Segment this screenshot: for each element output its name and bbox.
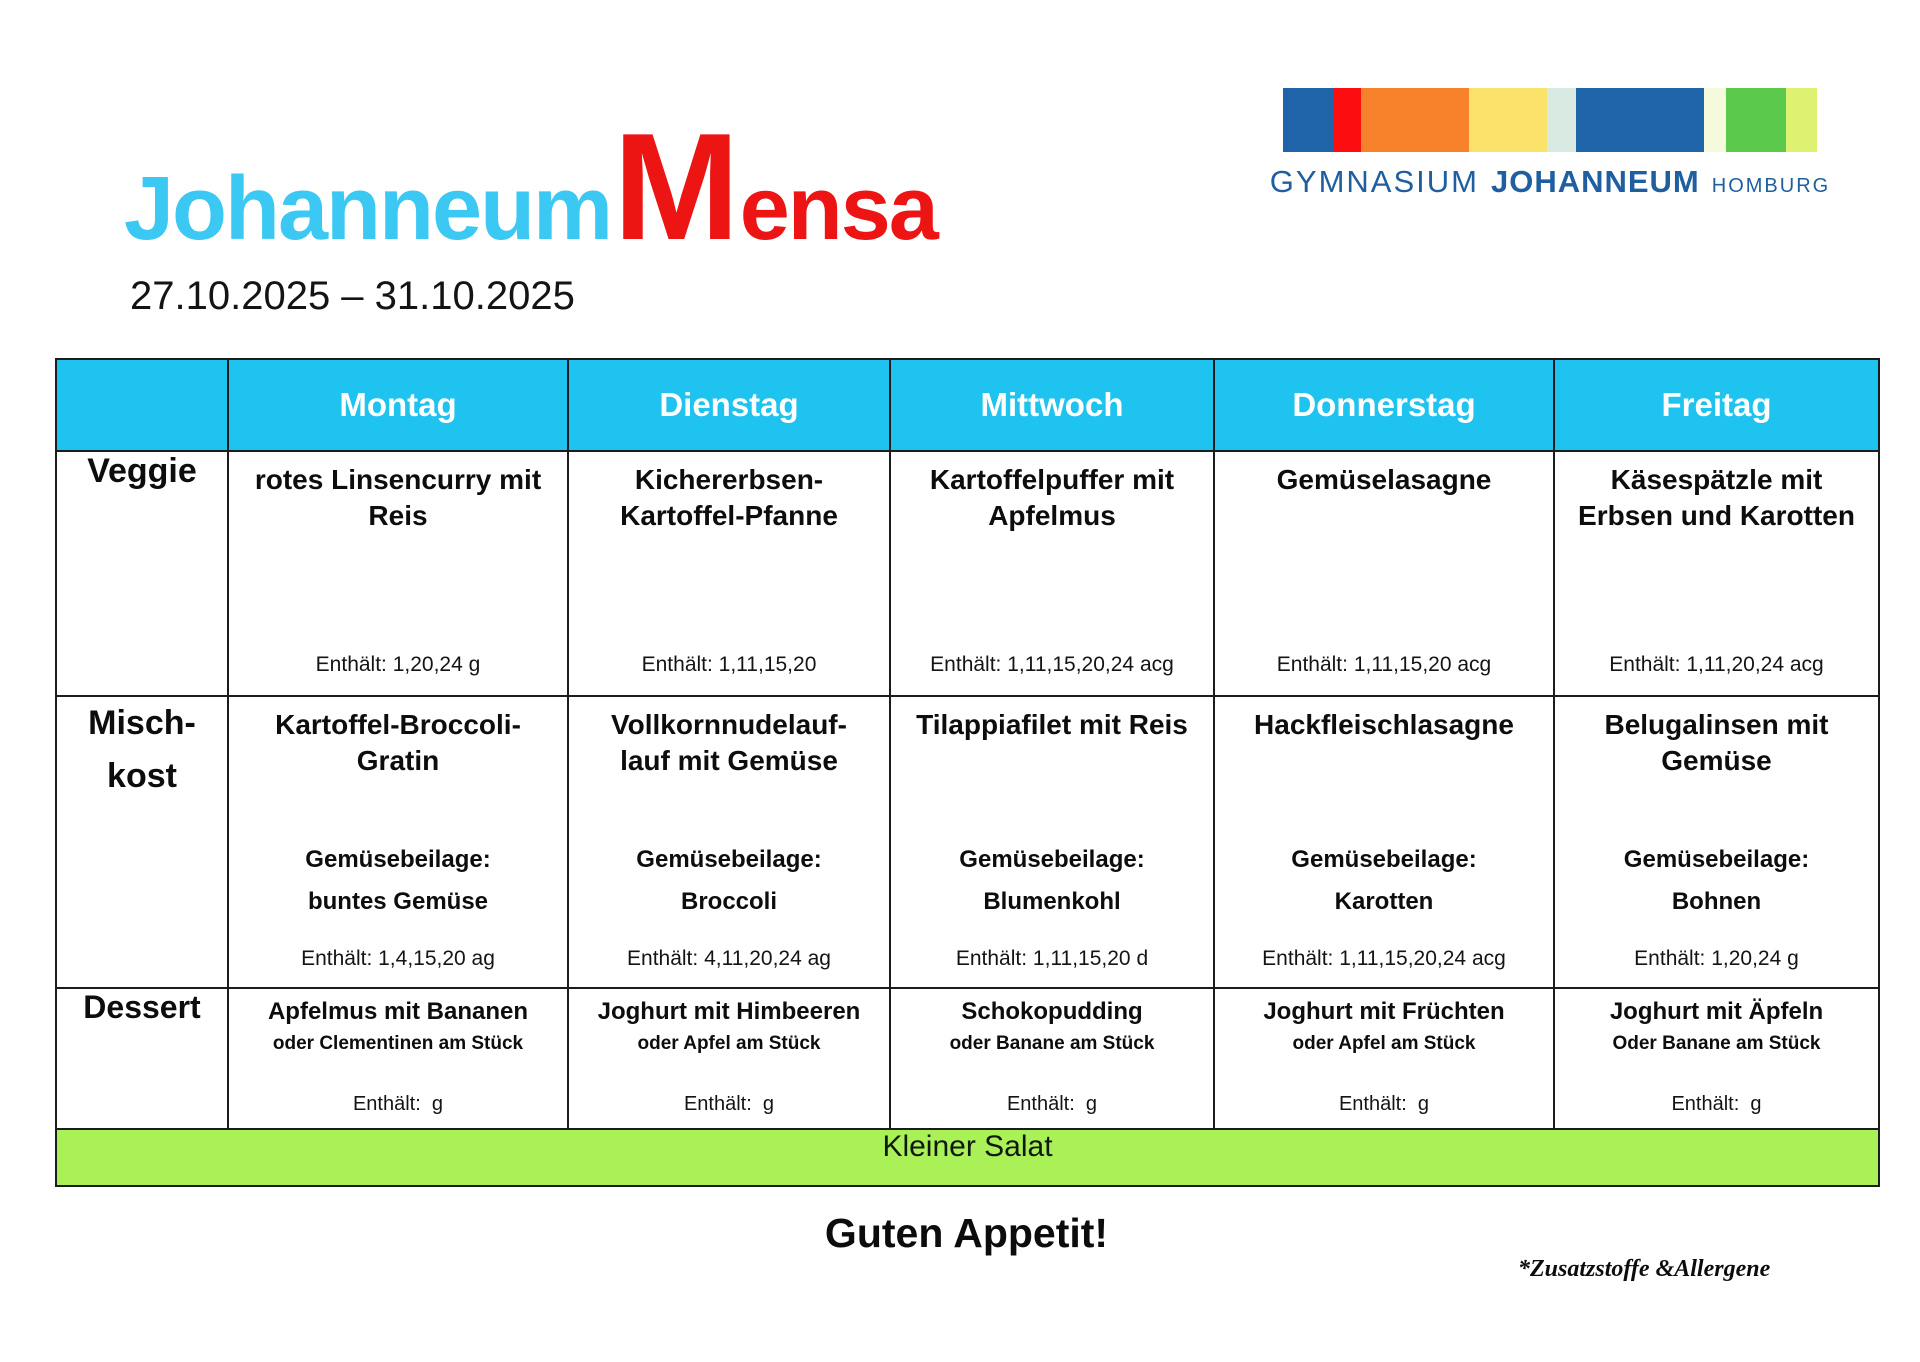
logo-bar-segment <box>1726 88 1786 152</box>
page-title <box>124 100 937 275</box>
dessert-alternative: oder Apfel am Stück <box>1292 1033 1476 1054</box>
dessert-montag-cell <box>228 988 568 1129</box>
allergen-info: Enthält: 1,11,15,20 <box>641 653 817 676</box>
side-dish-value: Broccoli <box>680 888 778 915</box>
allergen-footnote: *Zusatzstoffe &Allergene <box>1518 1256 1771 1282</box>
allergen-info: Enthält: g <box>1671 1093 1762 1115</box>
logo-johanneum-label: JOHANNEUM <box>1490 164 1700 199</box>
dessert-mittwoch-cell <box>890 988 1214 1129</box>
dessert-freitag-cell <box>1554 988 1879 1129</box>
row-label-mischkost <box>56 696 228 988</box>
side-dish-label: Gemüsebeilage: <box>636 846 822 873</box>
logo-gymnasium-label: GYMNASIUM <box>1269 164 1479 199</box>
dish-name: Vollkornnudelauf-lauf mit Gemüse <box>611 709 847 777</box>
mischkost-montag-cell <box>228 696 568 988</box>
dessert-donnerstag-cell <box>1214 988 1554 1129</box>
title-big-m: M <box>613 102 738 272</box>
side-dish-block <box>569 839 889 923</box>
logo-homburg-label: HOMBURG <box>1711 175 1831 197</box>
side-dish-block <box>229 839 567 923</box>
logo-bar-segment <box>1283 88 1333 152</box>
allergen-info: Enthält: 1,11,20,24 acg <box>1609 653 1824 676</box>
header-freitag: Freitag <box>1554 359 1879 451</box>
veggie-freitag-cell <box>1554 451 1879 696</box>
side-dish-value: buntes Gemüse <box>307 888 489 915</box>
side-dish-value: Blumenkohl <box>983 888 1121 915</box>
header-dienstag: Dienstag <box>568 359 890 451</box>
side-dish-label: Gemüsebeilage: <box>305 846 491 873</box>
allergen-info: Enthält: 1,20,24 g <box>1634 947 1799 970</box>
mischkost-row <box>56 696 1879 988</box>
dish-name: Belugalinsen mit Gemüse <box>1604 709 1829 777</box>
side-dish-block <box>1555 839 1878 923</box>
header-mittwoch: Mittwoch <box>890 359 1214 451</box>
logo-bar-segment <box>1333 88 1361 152</box>
dessert-name: Joghurt mit Früchten <box>1263 998 1505 1025</box>
dish-name: Kichererbsen-Kartoffel-Pfanne <box>620 464 838 532</box>
allergen-info: Enthält: g <box>683 1093 775 1115</box>
dessert-name: Joghurt mit Himbeeren <box>597 998 861 1025</box>
week-date-range: 27.10.2025 – 31.10.2025 <box>130 274 575 318</box>
dish-name: Kartoffel-Broccoli-Gratin <box>275 709 521 777</box>
allergen-info: Enthält: 1,11,15,20,24 acg <box>1262 947 1506 970</box>
logo-bar-segment <box>1361 88 1469 152</box>
dessert-alternative: oder Apfel am Stück <box>637 1033 821 1054</box>
salad-banner-row <box>56 1129 1879 1186</box>
allergen-info: Enthält: 1,20,24 g <box>315 653 481 676</box>
veggie-mittwoch-cell <box>890 451 1214 696</box>
dish-name: Tilappiafilet mit Reis <box>916 709 1188 740</box>
logo-bar-segment <box>1547 88 1577 152</box>
weekday-header-row <box>56 359 1879 451</box>
title-johanneum: Johanneum <box>124 159 612 259</box>
dessert-alternative: oder Banane am Stück <box>949 1033 1155 1054</box>
allergen-info: Enthält: 1,11,15,20 d <box>955 947 1149 970</box>
dish-name: rotes Linsencurry mit Reis <box>254 464 542 532</box>
side-dish-label: Gemüsebeilage: <box>1623 846 1810 873</box>
logo-bar-segment <box>1469 88 1547 152</box>
side-dish-block <box>891 839 1213 923</box>
mischkost-dienstag-cell <box>568 696 890 988</box>
allergen-info: Enthält: 4,11,20,24 ag <box>627 947 831 970</box>
side-dish-value: Karotten <box>1334 888 1434 915</box>
dish-name: Kartoffelpuffer mit Apfelmus <box>929 464 1175 532</box>
school-logo <box>1269 88 1831 200</box>
logo-color-bar <box>1283 88 1817 152</box>
logo-bar-segment <box>1576 88 1704 152</box>
allergen-info: Enthält: g <box>1006 1093 1098 1115</box>
mischkost-donnerstag-cell <box>1214 696 1554 988</box>
veggie-donnerstag-cell <box>1214 451 1554 696</box>
header-empty-cell <box>56 359 228 451</box>
row-label-mischkost-line2: kost <box>107 756 177 795</box>
school-logo-text <box>1269 164 1831 200</box>
bon-appetit-text: Guten Appetit! <box>824 1210 1109 1256</box>
mischkost-freitag-cell <box>1554 696 1879 988</box>
veggie-dienstag-cell <box>568 451 890 696</box>
side-dish-label: Gemüsebeilage: <box>1291 846 1477 873</box>
dessert-dienstag-cell <box>568 988 890 1129</box>
row-label-dessert: Dessert <box>56 988 228 1129</box>
side-dish-value: Bohnen <box>1671 888 1762 915</box>
veggie-montag-cell <box>228 451 568 696</box>
dish-name: Käsespätzle mit Erbsen und Karotten <box>1578 464 1855 532</box>
allergen-info: Enthält: 1,4,15,20 ag <box>301 947 495 970</box>
dessert-alternative: Oder Banane am Stück <box>1612 1033 1821 1054</box>
dish-name: Hackfleischlasagne <box>1254 709 1514 740</box>
allergen-info: Enthält: g <box>1338 1093 1430 1115</box>
title-ensa: ensa <box>739 159 937 259</box>
menu-table <box>55 358 1880 1187</box>
side-dish-label: Gemüsebeilage: <box>959 846 1145 873</box>
dessert-name: Joghurt mit Äpfeln <box>1609 998 1824 1025</box>
row-label-veggie: Veggie <box>56 451 228 696</box>
side-dish-block <box>1215 839 1553 923</box>
dessert-name: Apfelmus mit Bananen <box>267 998 529 1025</box>
dish-name: Gemüselasagne <box>1276 464 1492 495</box>
allergen-info: Enthält: g <box>352 1093 444 1115</box>
salad-banner: Kleiner Salat <box>56 1129 1879 1186</box>
header-donnerstag: Donnerstag <box>1214 359 1554 451</box>
dessert-row <box>56 988 1879 1129</box>
header-montag: Montag <box>228 359 568 451</box>
dessert-name: Schokopudding <box>961 998 1143 1025</box>
dessert-alternative: oder Clementinen am Stück <box>272 1033 524 1054</box>
allergen-info: Enthält: 1,11,15,20,24 acg <box>930 653 1174 676</box>
row-label-mischkost-line1: Misch- <box>88 704 196 742</box>
veggie-row <box>56 451 1879 696</box>
logo-bar-segment <box>1704 88 1726 152</box>
logo-bar-segment <box>1786 88 1817 152</box>
mischkost-mittwoch-cell <box>890 696 1214 988</box>
allergen-info: Enthält: 1,11,15,20 acg <box>1276 653 1492 676</box>
